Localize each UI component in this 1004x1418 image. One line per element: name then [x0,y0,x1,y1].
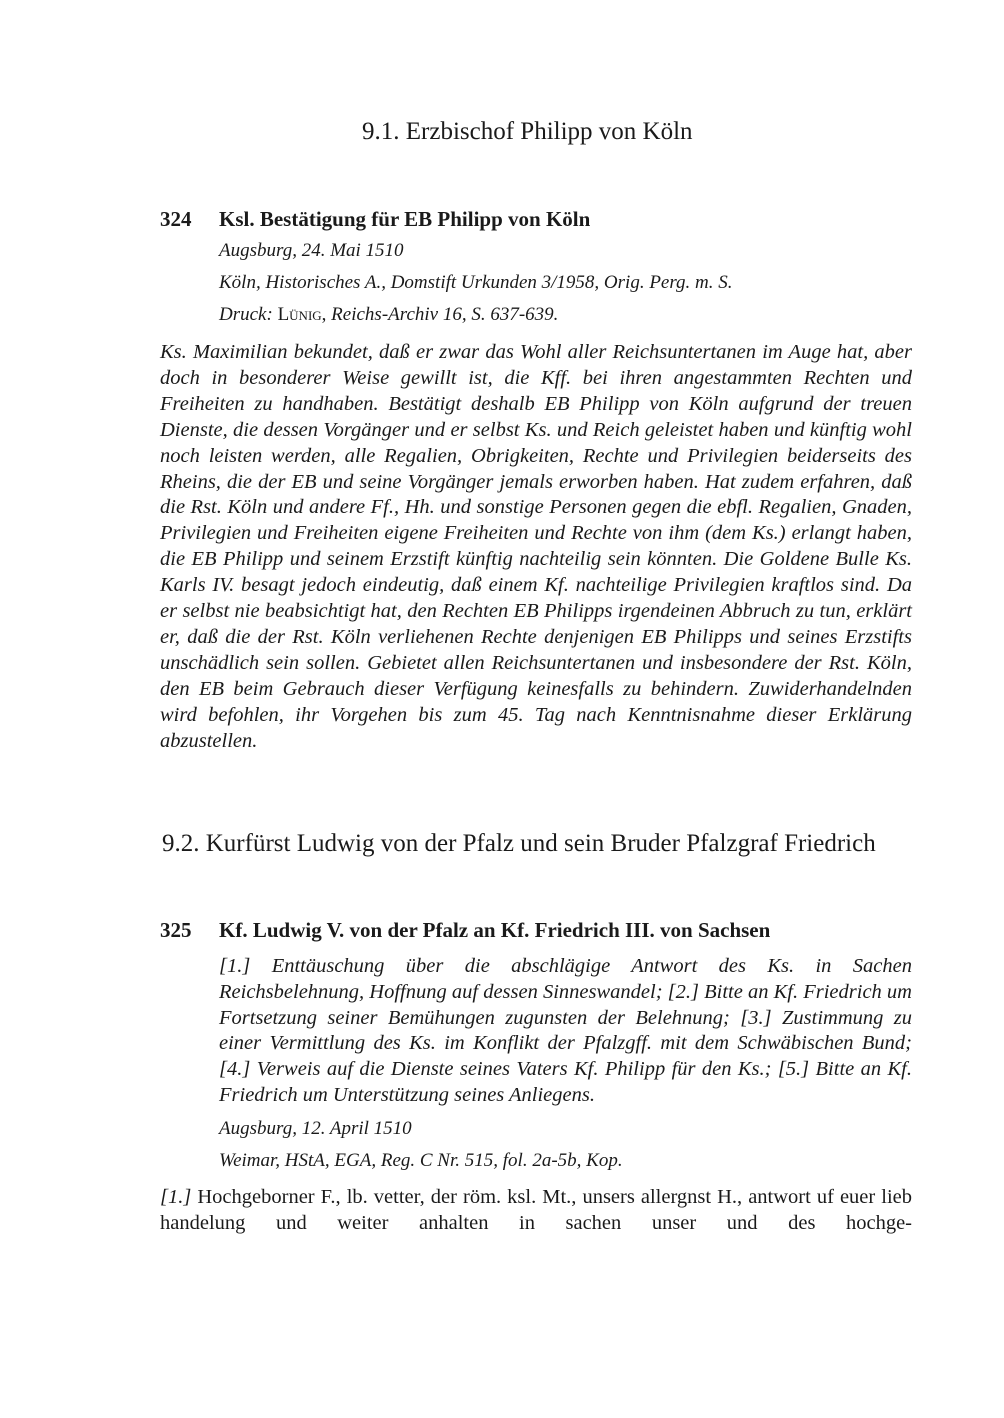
entry-title: Kf. Ludwig V. von der Pfalz an Kf. Friedrich III. von Sachsen [219,918,771,942]
entry-abstract: [1.] Enttäuschung über die abschlägige Antwort des Ks. in Sachen Reichsbelehnung, Hoffnung auf dessen Sinneswandel; [2.] Bitte an Kf. Friedrich um Fortsetzung seiner Bemühungen zugunsten der Belehnung; [3.] Zustimmung zu einer Vermittlung des Ks. im Konflikt der Pfalzgff. mit dem Schwäbischen Bund; [4.] Verweis auf die Dienste seines Vaters Kf. Philipp für den Ks.; [5.] Bitte an Kf. Friedrich um Unterstützung seines Anliegens. [219,955,912,1106]
entry-archive: Köln, Historisches A., Domstift Urkunden 3/1958, Orig. Perg. m. S. [219,272,733,293]
print-label: Druck: [219,304,273,325]
entry-date: Augsburg, 12. April 1510 [219,1118,412,1139]
paragraph-marker: [1.] [160,1186,192,1208]
print-author: Lünig, [277,304,327,325]
paragraph-text: Hochgeborner F., lb. vetter, der röm. ksl. Mt., unsers allergnst H., antwort uf euer lieb handelung und weiter anhalten in sachen unser und des hochge- [160,1186,912,1234]
entry-heading [160,207,590,232]
entry-archive: Weimar, HStA, EGA, Reg. C Nr. 515, fol. 2a-5b, Kop. [219,1150,623,1171]
entry-title: Ksl. Bestätigung für EB Philipp von Köln [219,207,591,231]
entry-print-reference [219,304,912,326]
entry-heading [160,918,770,943]
entry-text [160,1184,912,1236]
entry-number: 325 [160,918,192,942]
section-title: 9.1. Erzbischof Philipp von Köln [362,118,693,145]
print-ref: Reichs-Archiv 16, S. 637-639. [331,304,559,325]
section-title: 9.2. Kurfürst Ludwig von der Pfalz und sein Bruder Pfalzgraf Friedrich [162,830,876,857]
entry-summary: Ks. Maximilian bekundet, daß er zwar das Wohl aller Reichsuntertanen im Auge hat, aber doch in besonderer Weise gewillt ist, die Kff. bei ihren angestammten Rechten und Freiheiten zu handhaben. Bestätigt deshalb EB Philipp von Köln aufgrund der treuen Dienste, die dessen Vorgänger und er selbst Ks. und Reich geleistet haben und künftig wohl noch leisten werden, alle Regalien, Obrigkeiten, Rechte und Privilegien beiderseits des Rheins, die der EB und seine Vorgänger jemals erworben haben. Hat zudem erfahren, daß die Rst. Köln und andere Ff., Hh. und sonstige Personen gegen die ebfl. Regalien, Gnaden, Privilegien und Freiheiten eigene Freiheiten und Rechte von ihm (dem Ks.) erlangt haben, die EB Philipp und seinem Erzstift künftig nachteilig sein könnten. Die Goldene Bulle Ks. Karls IV. besagt jedoch eindeutig, daß einem Kf. nachteilige Privilegien kraftlos sind. Da er selbst nie beabsichtigt hat, den Rechten EB Philipps irgendeinen Abbruch zu tun, erklärt er, daß die der Rst. Köln verliehenen Rechte denjenigen EB Philipps und seines Erzstifts unschädlich sein sollen. Gebietet allen Reichsuntertanen und insbesondere der Rst. Köln, den EB beim Gebrauch dieser Verfügung keinesfalls zu behindern. Zuwiderhandelnden wird befohlen, ihr Vorgehen bis zum 45. Tag nach Kenntnisnahme dieser Erklärung abzustellen. [160,341,912,752]
entry-date: Augsburg, 24. Mai 1510 [219,240,404,261]
entry-number: 324 [160,207,192,231]
